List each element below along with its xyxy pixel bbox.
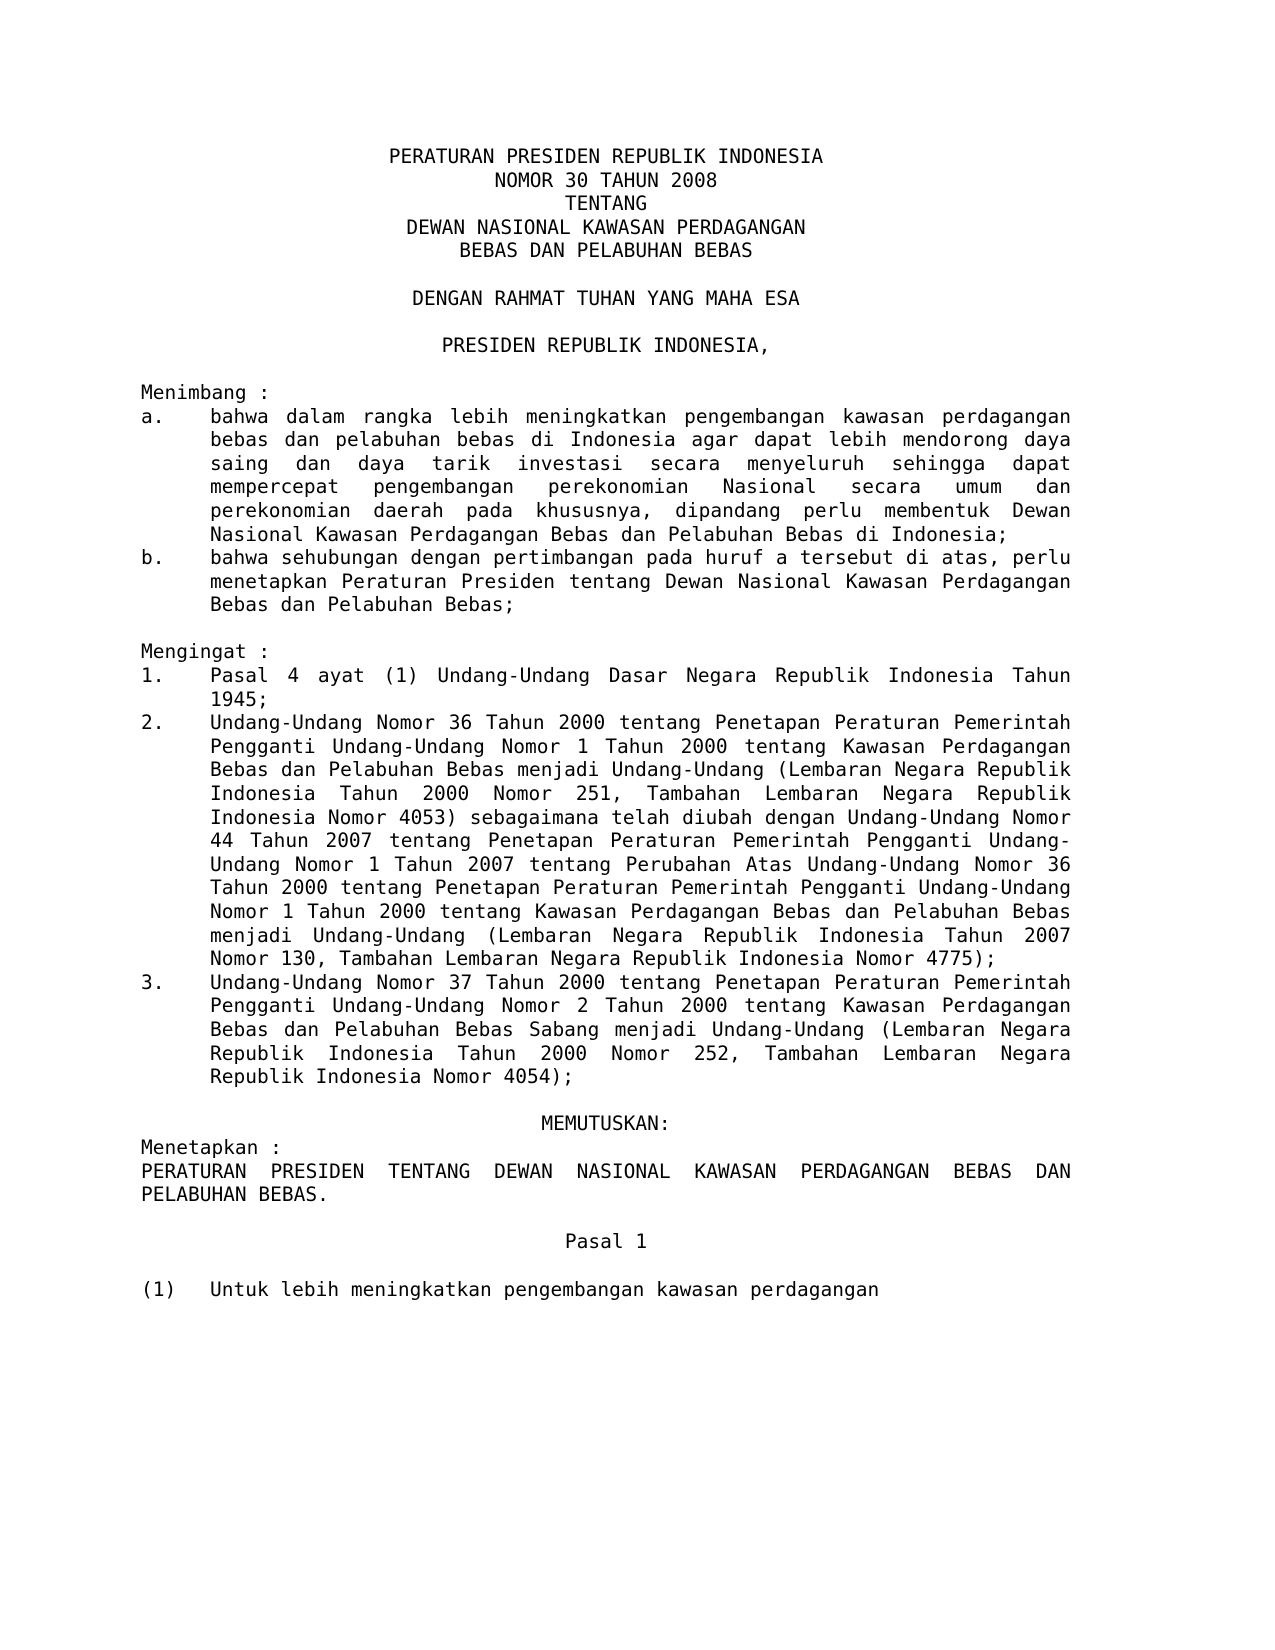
recalling-label: Mengingat : [141,640,271,664]
spacer [141,1089,1071,1113]
list-marker: b. [141,546,165,570]
considering-label: Menimbang : [141,380,271,404]
spacer [141,617,1071,641]
spacer [141,263,1071,287]
recalling-item-3 [141,971,1071,1089]
list-text: Undang-Undang Nomor 37 Tahun 2000 tentang Penetapan Peraturan Pemerintah Pengganti Undang-Undang Nomor 2 Tahun 2000 tentang Kawasan Perdagangan Bebas dan Pelabuhan Bebas Sabang menjadi Undang-Undang (Lembaran Negara Republik Indonesia Tahun 2000 Nomor 252, Tambahan Lembaran Negara Republik Indonesia Nomor 4054); [210,970,1071,1089]
spacer [141,1254,1071,1278]
article-paragraph-1 [141,1278,1071,1302]
spacer [141,310,1071,334]
list-text: bahwa sehubungan dengan pertimbangan pada huruf a tersebut di atas, perlu menetapkan Peraturan Presiden tentang Dewan Nasional Kawasan Perdagangan Bebas dan Pelabuhan Bebas; [210,546,1071,617]
list-marker: 2. [141,711,165,735]
list-marker: 3. [141,970,165,994]
stipulating-text: PERATURAN PRESIDEN TENTANG DEWAN NASIONAL KAWASAN PERDAGANGAN BEBAS DAN PELABUHAN BEBAS. [141,1159,1071,1207]
document-title-block [141,145,1071,263]
list-text: Pasal 4 ayat (1) Undang-Undang Dasar Negara Republik Indonesia Tahun 1945; [210,664,1071,711]
list-text: Undang-Undang Nomor 36 Tahun 2000 tentang Penetapan Peraturan Pemerintah Pengganti Undang-Undang Nomor 1 Tahun 2000 tentang Kawasan Perdagangan Bebas dan Pelabuhan Bebas menjadi Undang-Undang (Lembaran Negara Republik Indonesia Tahun 2000 Nomor 251, Tambahan Lembaran Negara Republik Indonesia Nomor 4053) sebagaimana telah diubah dengan Undang-Undang Nomor 44 Tahun 2007 tentang Penetapan Peraturan Pemerintah Pengganti Undang-Undang Nomor 1 Tahun 2007 tentang Perubahan Atas Undang-Undang Nomor 36 Tahun 2000 tentang Penetapan Peraturan Pemerintah Pengganti Undang-Undang Nomor 1 Tahun 2000 tentang Kawasan Perdagangan Bebas dan Pelabuhan Bebas menjadi Undang-Undang (Lembaran Negara Republik Indonesia Tahun 2007 Nomor 130, Tambahan Lembaran Negara Republik Indonesia Nomor 4775); [210,711,1071,971]
spacer [141,357,1071,381]
stipulating-label: Menetapkan : [141,1135,282,1159]
list-marker: a. [141,404,165,428]
title-line-1: PERATURAN PRESIDEN REPUBLIK INDONESIA [388,145,824,168]
title-line-2: NOMOR 30 TAHUN 2008 [494,168,718,192]
list-marker: 1. [141,664,165,688]
considering-item-a [141,405,1071,547]
issuer-line: PRESIDEN REPUBLIK INDONESIA, [441,333,771,357]
spacer [141,1207,1071,1231]
document-content [141,145,1071,1301]
decides-heading: MEMUTUSKAN: [541,1112,671,1136]
title-line-3: TENTANG [564,192,648,216]
considering-item-b [141,546,1071,617]
article-heading: Pasal 1 [564,1230,648,1254]
list-text: Untuk lebih meningkatkan pengembangan kawasan perdagangan [210,1277,880,1301]
list-text: bahwa dalam rangka lebih meningkatkan pengembangan kawasan perdagangan bebas dan pelabuhan bebas di Indonesia agar dapat lebih mendorong daya saing dan daya tarik investasi secara menyeluruh sehingga dapat mempercepat pengembangan perekonomian Nasional secara umum dan perekonomian daerah pada khususnya, dipandang perlu membentuk Dewan Nasional Kawasan Perdagangan Bebas dan Pelabuhan Bebas di Indonesia; [210,404,1071,546]
invocation-line: DENGAN RAHMAT TUHAN YANG MAHA ESA [412,286,800,310]
recalling-item-1 [141,664,1071,711]
list-marker: (1) [141,1277,177,1301]
title-line-4: DEWAN NASIONAL KAWASAN PERDAGANGAN [406,215,806,239]
recalling-item-2 [141,711,1071,971]
title-line-5: BEBAS DAN PELABUHAN BEBAS [459,239,753,263]
